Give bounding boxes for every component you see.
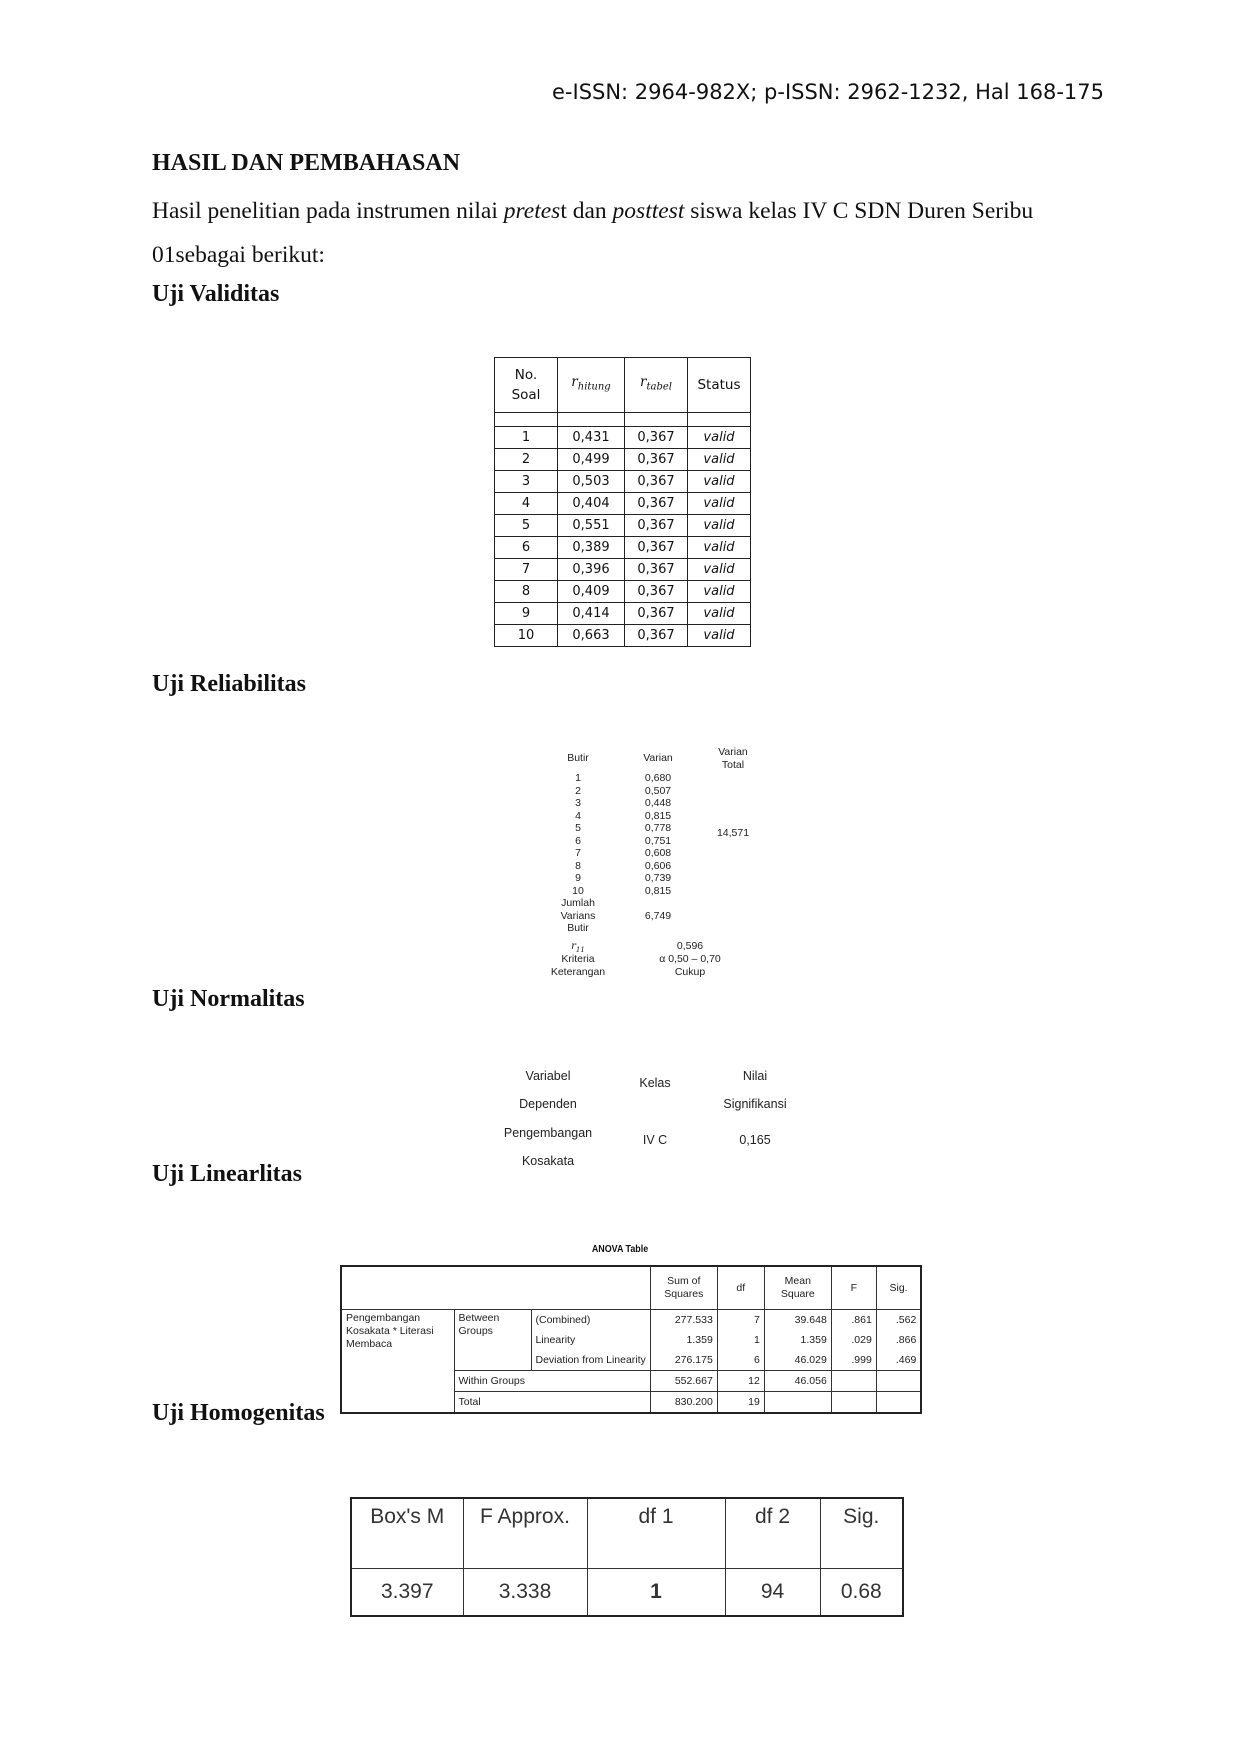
row-status: valid [688,449,751,471]
row-r-tabel: 0,367 [625,603,688,625]
row-r-hitung: 0,551 [558,515,625,537]
anova-row-linearity: Linearity 1.359 1 1.359 .029 .866 [341,1330,921,1350]
rel-sum-value: 6,749 [644,910,672,922]
row-status: valid [688,471,751,493]
rel-variance: 0,815 [644,809,672,822]
homog-value-df2: 94 [725,1569,820,1617]
rel-variance: 0,815 [644,884,672,897]
validity-row [495,449,751,471]
row-r-tabel: 0,367 [625,471,688,493]
anova-row-label: Pengembangan Kosakata * Literasi Membaca [341,1310,454,1414]
homog-header-fapprox: F Approx. [463,1498,587,1569]
rel-item: 2 [575,784,581,797]
intro-line-1: Hasil penelitian pada instrumen nilai pretest dan posttest siswa kelas IV C SDN Duren Seribu [152,198,1034,224]
norm-row-kelas: IV C [642,1133,668,1147]
header-r-tabel: $r_{tabel}$ [625,358,688,413]
rel-variance: 0,606 [644,859,672,872]
running-header: e-ISSN: 2964-982X; p-ISSN: 2962-1232, Hal 168-175 [552,80,1104,104]
row-r-tabel: 0,367 [625,515,688,537]
validity-row [495,559,751,581]
row-no: 6 [495,537,558,559]
rel-header-butir: Butir [567,752,589,764]
reliability-heading: Uji Reliabilitas [152,671,306,697]
header-no-soal: No. Soal [495,358,558,413]
homog-header-df1: df 1 [587,1498,725,1569]
validity-row [495,625,751,647]
rel-variance: 0,507 [644,784,672,797]
row-status: valid [688,559,751,581]
anova-header-df: df [717,1266,764,1310]
validity-row [495,603,751,625]
rel-item: 8 [575,859,581,872]
homog-value-boxm: 3.397 [351,1569,463,1617]
anova-header-ss: Sum of Squares [650,1266,717,1310]
rel-sum-label: Jumlah Varians Butir [560,897,596,934]
anova-title: ANOVA Table [591,1243,649,1255]
rel-item-column [553,772,603,897]
rel-note-label: Keterangan [550,966,606,978]
row-r-tabel: 0,367 [625,559,688,581]
anova-table [340,1265,922,1414]
anova-header-f: F [831,1266,876,1310]
rel-r11-label: $r_{11}$ [571,941,585,954]
row-r-hitung: 0,404 [558,493,625,515]
row-r-hitung: 0,663 [558,625,625,647]
linearity-heading: Uji Linearlitas [152,1161,302,1187]
row-r-hitung: 0,499 [558,449,625,471]
row-no: 5 [495,515,558,537]
rel-header-varian-total: Varian Total [718,746,748,771]
homog-header-sig: Sig. [820,1498,903,1569]
homog-value-sig: 0.68 [820,1569,903,1617]
row-r-hitung: 0,389 [558,537,625,559]
rel-variance: 0,751 [644,834,672,847]
row-no: 1 [495,427,558,449]
anova-between-groups: Between Groups [454,1310,531,1371]
homog-value-row [351,1569,903,1617]
rel-item: 1 [575,772,581,784]
intro-line-2: 01sebagai berikut: [152,242,325,268]
row-r-hitung: 0,503 [558,471,625,493]
homog-header-df2: df 2 [725,1498,820,1569]
rel-r11-value: 0,596 [676,940,704,952]
row-r-tabel: 0,367 [625,427,688,449]
norm-row-sig: 0,165 [739,1133,771,1147]
validity-row [495,515,751,537]
row-r-tabel: 0,367 [625,581,688,603]
row-status: valid [688,603,751,625]
rel-criteria-value: α 0,50 – 0,70 [659,953,721,965]
row-status: valid [688,427,751,449]
validity-table [494,357,751,647]
validity-row [495,427,751,449]
rel-variance: 0,608 [644,847,672,859]
header-status: Status [688,358,751,413]
rel-item: 6 [575,834,581,847]
row-no: 4 [495,493,558,515]
anova-header-ms: Mean Square [764,1266,831,1310]
header-r-hitung: $r_{hitung}$ [558,358,625,413]
validity-row [495,581,751,603]
validity-row [495,471,751,493]
row-r-hitung: 0,409 [558,581,625,603]
row-no: 8 [495,581,558,603]
rel-item: 5 [575,822,581,834]
row-status: valid [688,625,751,647]
rel-variance: 0,739 [644,872,672,884]
homog-value-fapprox: 3.338 [463,1569,587,1617]
row-status: valid [688,537,751,559]
rel-item: 3 [575,797,581,809]
normality-heading: Uji Normalitas [152,986,305,1012]
norm-header-variabel: Variabel Dependen [519,1069,577,1111]
norm-row-variabel: Pengembangan Kosakata [503,1126,593,1168]
norm-header-kelas: Kelas [639,1076,671,1090]
homogeneity-table [350,1497,904,1617]
rel-variance: 0,778 [644,822,672,834]
homog-header-boxm: Box's M [351,1498,463,1569]
anova-row-within: Within Groups 552.667 12 46.056 [341,1371,921,1392]
rel-criteria-label: Kriteria [561,953,595,965]
row-no: 3 [495,471,558,493]
row-r-hitung: 0,414 [558,603,625,625]
anova-row-deviation: Deviation from Linearity 276.175 6 46.029 .999 .469 [341,1350,921,1371]
row-r-tabel: 0,367 [625,537,688,559]
rel-item: 7 [575,847,581,859]
row-no: 7 [495,559,558,581]
intro-paragraph [152,189,1102,277]
rel-variance-column [628,772,688,897]
anova-row-total: Total 830.200 19 [341,1392,921,1414]
validity-table-body [495,413,751,647]
rel-total-variance: 14,571 [716,827,750,839]
row-status: valid [688,493,751,515]
validity-row [495,493,751,515]
homog-value-df1: 1 [587,1569,725,1617]
norm-header-signifikansi: Nilai Signifikansi [723,1069,787,1111]
homogeneity-heading: Uji Homogenitas [152,1400,325,1426]
rel-note-value: Cukup [674,966,706,978]
validity-heading: Uji Validitas [152,281,280,307]
rel-item: 4 [575,809,581,822]
homog-header-row [351,1498,903,1569]
row-r-tabel: 0,367 [625,625,688,647]
rel-variance: 0,680 [644,772,672,784]
section-title: HASIL DAN PEMBAHASAN [152,150,461,176]
rel-item: 10 [572,884,584,897]
row-r-hitung: 0,396 [558,559,625,581]
row-r-tabel: 0,367 [625,493,688,515]
validity-row [495,537,751,559]
row-status: valid [688,581,751,603]
rel-item: 9 [575,872,581,884]
row-no: 10 [495,625,558,647]
row-r-hitung: 0,431 [558,427,625,449]
anova-header-sig: Sig. [876,1266,921,1310]
rel-variance: 0,448 [644,797,672,809]
row-no: 2 [495,449,558,471]
row-status: valid [688,515,751,537]
anova-row-combined: Pengembangan Kosakata * Literasi Membaca Between Groups (Combined) 277.533 7 39.648 .861 .562 [341,1310,921,1331]
row-no: 9 [495,603,558,625]
rel-header-varian: Varian [643,752,673,764]
row-r-tabel: 0,367 [625,449,688,471]
